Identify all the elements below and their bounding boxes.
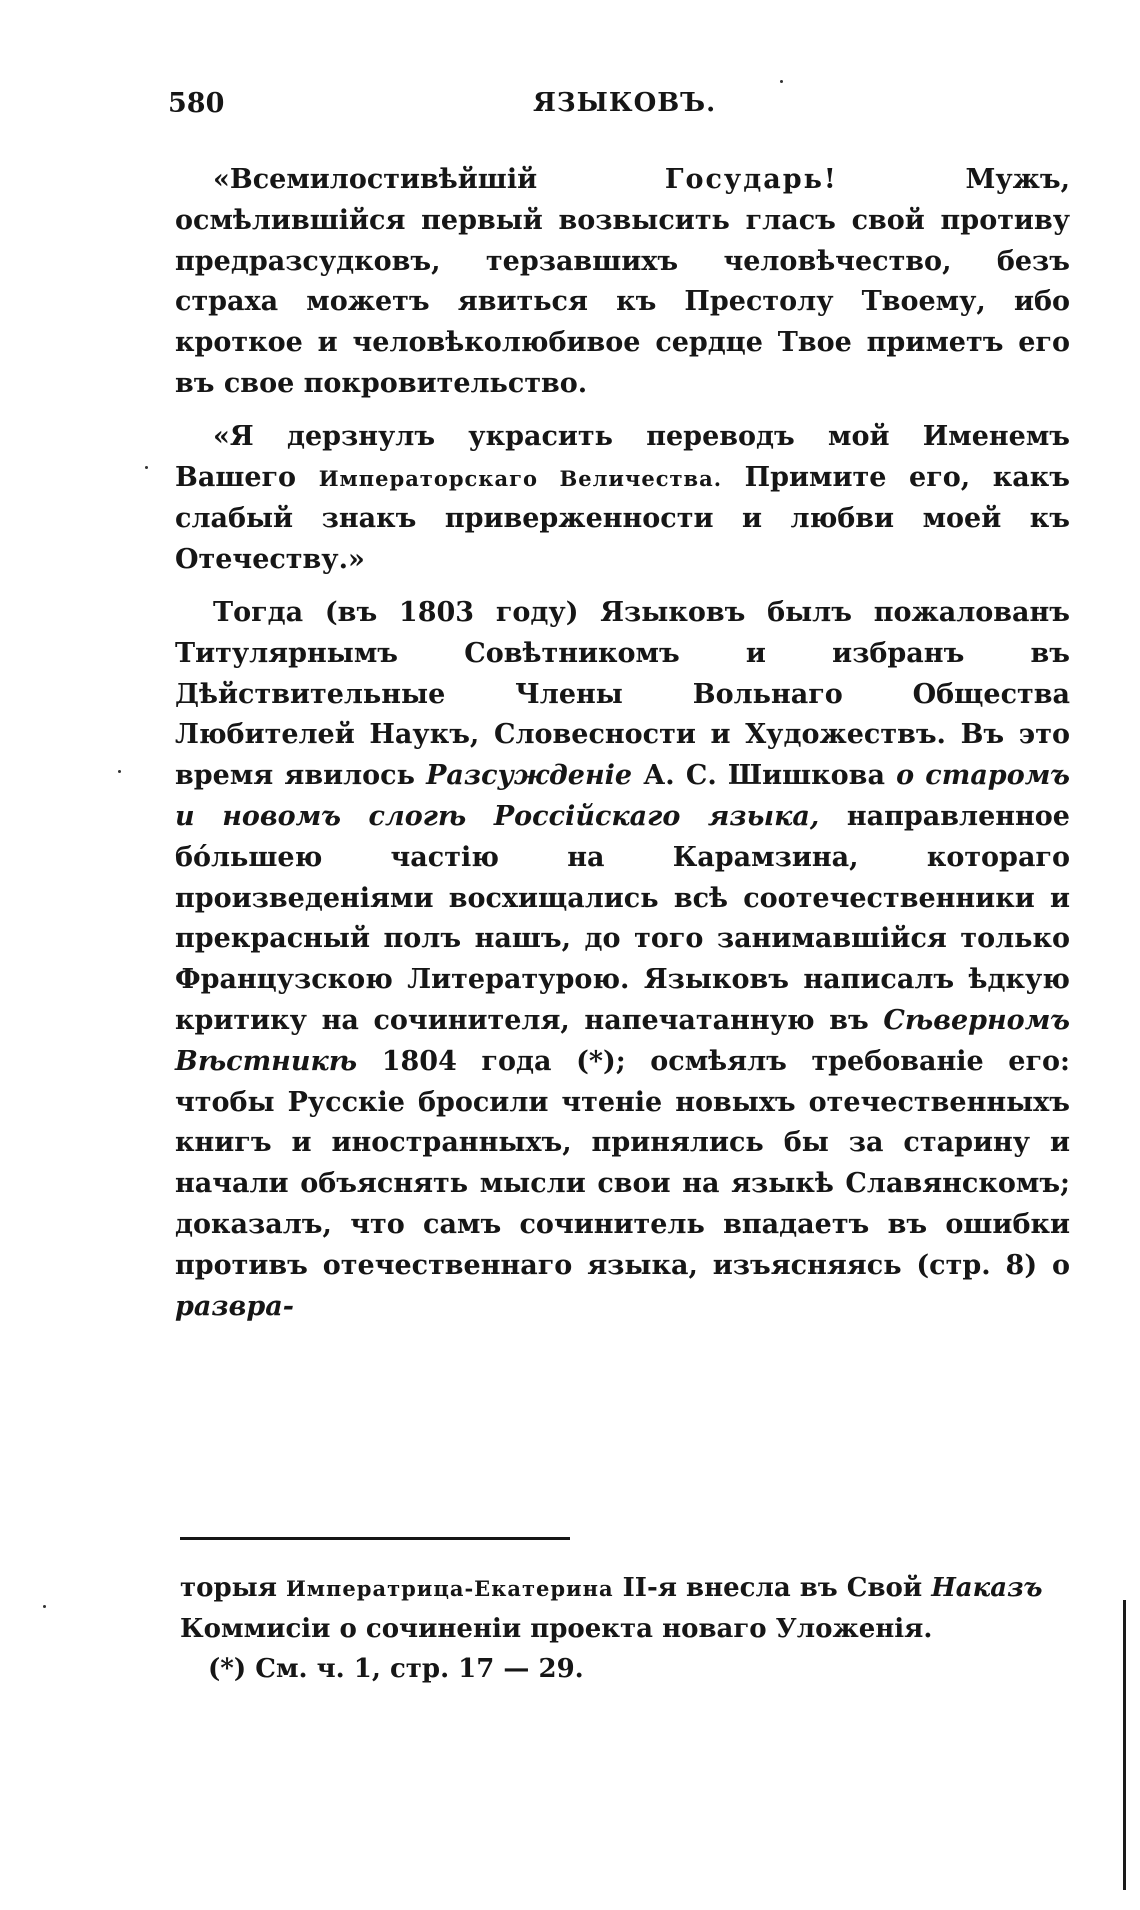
footnote-divider [180, 1537, 570, 1540]
imperial-title: Императорскаго Величества. [318, 465, 723, 491]
paragraph-dedication [175, 160, 1070, 405]
page-header [168, 88, 1073, 128]
italic-title-vestnik: Сѣверномъ Вѣстникѣ [175, 1004, 1070, 1077]
footnote-text-c: Коммисіи о сочиненіи проекта новаго Уложенія. [180, 1614, 933, 1644]
scan-speck [145, 466, 148, 469]
paragraph-dedication-2 [175, 417, 1070, 581]
italic-title-razsuzhdenie: Разсужденіе [426, 760, 633, 792]
main-text [175, 160, 1070, 1339]
narrative-author: А. С. Шишкова [643, 760, 885, 792]
dedication-text: Мужъ, осмѣлившійся первый возвысить гласъ свой противу предразсудковъ, терзавшихъ человѣчество, безъ страха можетъ явиться къ Престолу Твоему, ибо кроткое и человѣколюбивое сердце Твое приметъ его въ свое покровительство. [175, 164, 1071, 399]
dedication-text-a: «Я дерзнулъ украсить переводъ мой Именемъ Вашего [175, 420, 1070, 493]
footnote-text-a: торыя [180, 1573, 277, 1603]
sovereign-word: Государь! [664, 164, 838, 195]
running-head: ЯЗЫКОВЪ. [533, 88, 717, 118]
footnote-text-b: II-я внесла въ Свой [622, 1573, 923, 1603]
footnote-continuation [180, 1568, 1070, 1649]
dedication-text-b: Примите его, какъ слабый знакъ приверженности и любви моей къ Отечеству.» [175, 461, 1070, 576]
italic-word-razvra: развра- [175, 1290, 294, 1322]
page-number: 580 [168, 88, 225, 119]
narrative-text-c: направленное бо́льшею частію на Карамзина, котораго произведеніями восхищались всѣ соотечественники и прекрасный полъ нашъ, до того занимавшійся только Французскою Литературою. Языковъ написалъ ѣдкую критику на сочинителя, напечатанную въ [175, 800, 1070, 1036]
footnote-reference: (*) См. ч. 1, стр. 17 — 29. [208, 1654, 584, 1684]
narrative-text-d: 1804 года (*); осмѣялъ требованіе его: чтобы Русскіе бросили чтеніе новыхъ отечественныхъ книгъ и иностранныхъ, принялись бы за старину и начали объяснять мысли свои на языкѣ Славянскомъ; доказалъ, что самъ сочинитель впадаетъ въ ошибки противъ отечественнаго языка, изъясняясь (стр. 8) о [175, 1045, 1070, 1281]
narrative-text-a: Тогда (въ 1803 году) Языковъ былъ пожалованъ Титулярнымъ Совѣтникомъ и избранъ въ Дѣйствительные Члены Вольнаго Общества Любителей Наукъ, Словесности и Художествъ. Въ это время явилось [175, 596, 1070, 792]
paragraph-narrative [175, 593, 1070, 1327]
scan-speck [118, 770, 121, 773]
footnote-italic-nakaz: Наказъ [931, 1573, 1043, 1603]
dedication-salutation: «Всемилостивѣйшій [213, 164, 538, 195]
scan-edge-line [1123, 1600, 1126, 1890]
footnote-empress: Императрица-Екатерина [285, 1576, 614, 1601]
footnotes [180, 1568, 1070, 1689]
italic-title-slog: о старомъ и новомъ слогѣ Россійскаго языка, [175, 760, 1070, 832]
scan-speck [43, 1605, 46, 1608]
scan-speck [780, 80, 783, 83]
